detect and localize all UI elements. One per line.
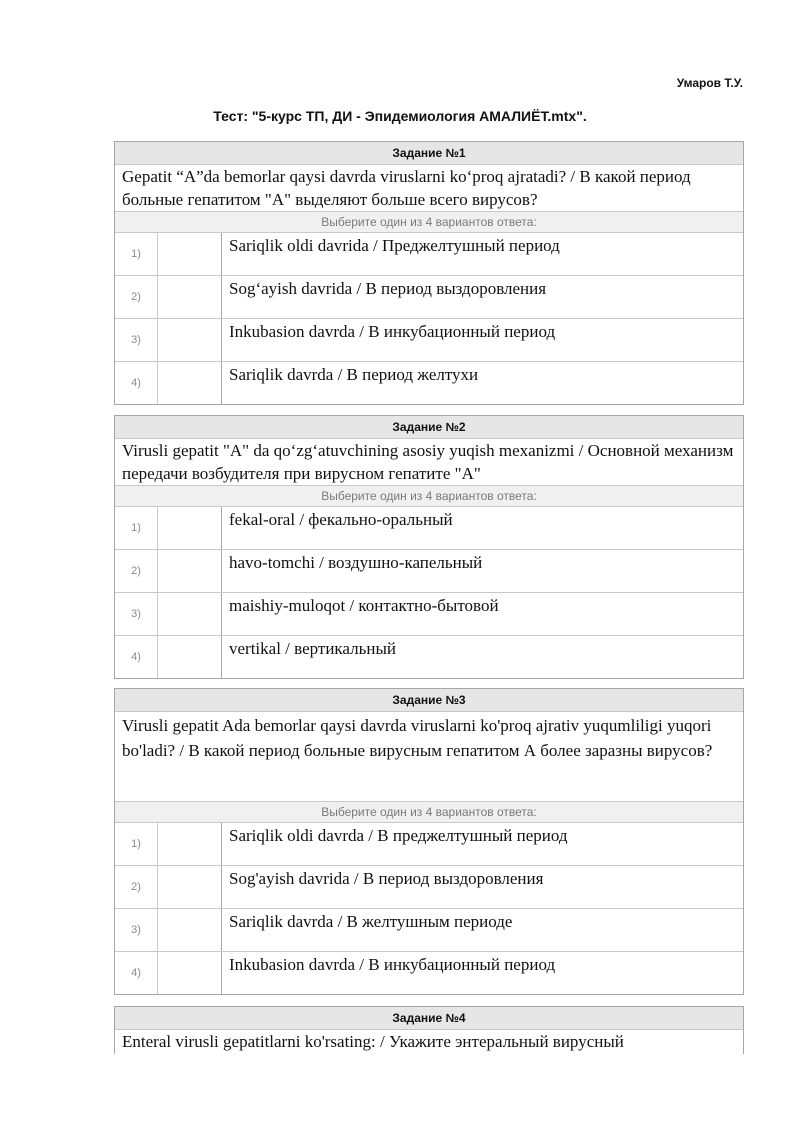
answer-mark-cell[interactable] bbox=[158, 276, 222, 318]
answer-mark-cell[interactable] bbox=[158, 823, 222, 865]
answer-mark-cell[interactable] bbox=[158, 319, 222, 361]
option-text: Sariqlik oldi davrida / Преджелтушный период bbox=[229, 236, 560, 255]
answer-mark-cell[interactable] bbox=[158, 593, 222, 635]
option-number: 2) bbox=[115, 276, 158, 318]
answer-mark-cell[interactable] bbox=[158, 866, 222, 908]
answer-mark-cell[interactable] bbox=[158, 507, 222, 549]
option-number: 3) bbox=[115, 909, 158, 951]
answer-option[interactable] bbox=[115, 276, 743, 319]
option-text: havo-tomchi / воздушно-капельный bbox=[229, 553, 483, 572]
answer-mark-cell[interactable] bbox=[158, 362, 222, 404]
test-title: Тест: "5-курс ТП, ДИ - Эпидемиология АМАЛИЁТ.mtx". bbox=[213, 108, 587, 124]
option-number: 2) bbox=[115, 866, 158, 908]
answer-instruction: Выберите один из 4 вариантов ответа: bbox=[115, 486, 743, 507]
author-name: Умаров Т.У. bbox=[676, 76, 743, 90]
answer-instruction: Выберите один из 4 вариантов ответа: bbox=[115, 212, 743, 233]
answer-mark-cell[interactable] bbox=[158, 233, 222, 275]
answer-option[interactable] bbox=[115, 550, 743, 593]
task-heading: Задание №3 bbox=[115, 689, 743, 712]
option-text: Sariqlik davrda / В период желтухи bbox=[229, 365, 479, 384]
option-number: 1) bbox=[115, 233, 158, 275]
answer-option[interactable] bbox=[115, 319, 743, 362]
answer-mark-cell[interactable] bbox=[158, 550, 222, 592]
answer-option[interactable] bbox=[115, 823, 743, 866]
task-card bbox=[114, 688, 744, 995]
question-text: Virusli gepatit Ada bemorlar qaysi davrda viruslarni ko'proq ajrativ yuqumliligi yuqori bo'ladi? / В какой период больные вирусным гепатитом А более заразны вирусов? bbox=[115, 712, 743, 802]
task-heading: Задание №2 bbox=[115, 416, 743, 439]
answer-option[interactable] bbox=[115, 507, 743, 550]
task-heading: Задание №4 bbox=[115, 1007, 743, 1030]
answer-option[interactable] bbox=[115, 233, 743, 276]
answer-option[interactable] bbox=[115, 952, 743, 994]
option-text: Sariqlik davrda / В желтушным периоде bbox=[229, 912, 513, 931]
option-number: 3) bbox=[115, 319, 158, 361]
option-text: vertikal / вертикальный bbox=[229, 639, 396, 658]
option-number: 1) bbox=[115, 507, 158, 549]
answer-option[interactable] bbox=[115, 909, 743, 952]
task-card bbox=[114, 1006, 744, 1054]
option-number: 4) bbox=[115, 362, 158, 404]
option-number: 1) bbox=[115, 823, 158, 865]
option-number: 4) bbox=[115, 952, 158, 994]
option-text: maishiy-muloqot / контактно-бытовой bbox=[229, 596, 499, 615]
option-text: Sog'ayish davrida / В период выздоровления bbox=[229, 869, 544, 888]
option-text: Inkubasion davrda / В инкубационный период bbox=[229, 955, 556, 974]
task-card bbox=[114, 141, 744, 405]
option-text: Sariqlik oldi davrda / В преджелтушный период bbox=[229, 826, 568, 845]
option-text: Inkubasion davrda / В инкубационный период bbox=[229, 322, 556, 341]
option-number: 2) bbox=[115, 550, 158, 592]
question-text: Enteral virusli gepatitlarni ko'rsating: / Укажите энтеральный вирусный bbox=[122, 1032, 624, 1051]
option-number: 3) bbox=[115, 593, 158, 635]
answer-option[interactable] bbox=[115, 636, 743, 678]
answer-option[interactable] bbox=[115, 593, 743, 636]
answer-option[interactable] bbox=[115, 866, 743, 909]
option-text: Sog‘ayish davrida / В период выздоровления bbox=[229, 279, 547, 298]
option-text: fekal-oral / фекально-оральный bbox=[229, 510, 453, 529]
option-number: 4) bbox=[115, 636, 158, 678]
answer-mark-cell[interactable] bbox=[158, 636, 222, 678]
task-heading: Задание №1 bbox=[115, 142, 743, 165]
answer-mark-cell[interactable] bbox=[158, 952, 222, 994]
task-card bbox=[114, 415, 744, 679]
answer-instruction: Выберите один из 4 вариантов ответа: bbox=[115, 802, 743, 823]
answer-mark-cell[interactable] bbox=[158, 909, 222, 951]
answer-option[interactable] bbox=[115, 362, 743, 404]
question-text: Virusli gepatit "A" da qo‘zg‘atuvchining asosiy yuqish mexanizmi / Основной механизм передачи возбудителя при вирусном гепатите "А" bbox=[115, 439, 743, 486]
question-text: Gepatit “A”da bemorlar qaysi davrda viruslarni ko‘proq ajratadi? / В какой период больные гепатитом "А" выделяют больше всего вирусов? bbox=[115, 165, 743, 212]
